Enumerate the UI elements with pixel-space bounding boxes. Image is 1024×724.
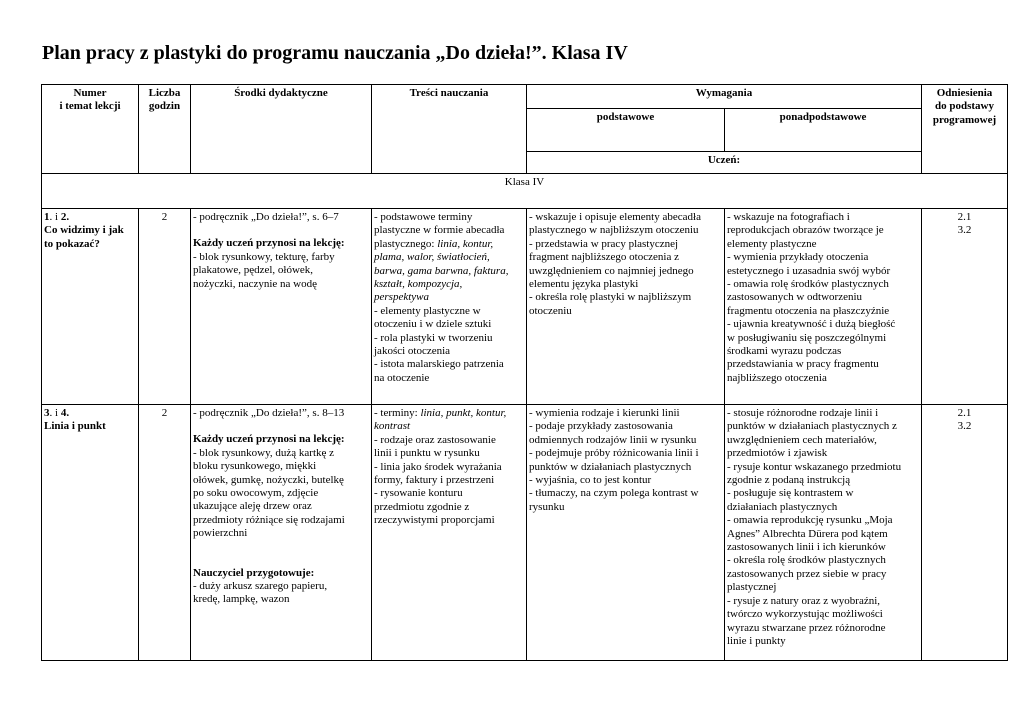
tresci-line: jakości otoczenia — [374, 345, 451, 358]
srodki-line: przedmioty różniące się rodzajami — [193, 513, 345, 526]
tresci-term: kształt, kompozycja, — [374, 278, 463, 291]
podstawowe-line: otoczeniu — [529, 304, 572, 317]
srodki-bring-heading: Każdy uczeń przynosi na lekcję: — [193, 433, 345, 446]
lesson-row — [42, 405, 1008, 661]
tresci-line: na otoczenie — [374, 371, 430, 384]
podstawowe-line: - wymienia rodzaje i kierunki linii — [529, 407, 680, 419]
tresci-line: - podstawowe terminy — [374, 211, 473, 223]
header-numer-line1: Numer — [73, 87, 107, 99]
lesson-num-sep: . i — [49, 407, 61, 419]
lesson-tresci — [372, 209, 527, 405]
tresci-line: plastycznego: — [374, 237, 438, 250]
ponad-line: uwzględnieniem cech materiałów, — [727, 433, 877, 446]
page-title: Plan pracy z plastyki do programu nauczania „Do dzieła!”. Klasa IV — [42, 42, 628, 64]
tresci-line: formy, faktury i przestrzeni — [374, 474, 495, 487]
srodki-line: kredę, lampkę, wazon — [193, 593, 290, 606]
srodki-line: plakatowe, pędzel, ołówek, — [193, 264, 314, 277]
header-odniesienia-line2: do podstawy — [935, 100, 994, 113]
srodki-line: powierzchni — [193, 527, 248, 540]
odniesienia-code: 3.2 — [957, 224, 972, 237]
tresci-line: przedmiotu zgodnie z — [374, 500, 470, 513]
odniesienia-code: 2.1 — [957, 407, 972, 419]
odniesienia-code: 2.1 — [957, 211, 972, 223]
header-numer — [42, 85, 139, 174]
tresci-term: linia, punkt, kontur, — [420, 407, 507, 419]
ponad-line: elementy plastyczne — [727, 237, 817, 250]
lesson-num-b: 2. — [60, 211, 70, 223]
lesson-num-b: 4. — [60, 407, 70, 419]
tresci-line: - rola plastyki w tworzeniu — [374, 331, 493, 344]
ponad-line: zastosowanych w odtworzeniu — [727, 291, 863, 304]
lesson-row — [42, 209, 1008, 405]
header-wymagania: Wymagania — [527, 85, 922, 109]
odniesienia-code: 3.2 — [957, 420, 972, 433]
srodki-line: - blok rysunkowy, dużą kartkę z — [193, 446, 335, 459]
podstawowe-line: - określa rolę plastyki w najbliższym — [529, 291, 692, 304]
podstawowe-line: - wyjaśnia, co to jest kontur — [529, 474, 652, 487]
ponad-line: - określa rolę środków plastycznych — [727, 554, 886, 567]
podstawowe-line: uwzględnieniem co najmniej jednego — [529, 264, 694, 277]
ponad-line: - ujawnia kreatywność i dużą biegłość — [727, 318, 896, 331]
lesson-number — [44, 211, 136, 224]
lesson-number — [44, 407, 136, 420]
podstawowe-line: - podejmuje próby różnicowania linii i — [529, 447, 699, 460]
header-liczba-line2: godzin — [148, 100, 181, 113]
tresci-term: linia, kontur, — [437, 237, 494, 250]
ponad-line: - omawia rolę środków plastycznych — [727, 278, 889, 291]
tresci-term: perspektywa — [374, 291, 429, 304]
ponad-line: zastosowanych linii i ich kierunków — [727, 541, 886, 554]
podstawowe-line: fragment najbliższego otoczenia z — [529, 251, 679, 264]
lesson-plan-table — [41, 84, 1008, 661]
srodki-line: po soku owocowym, zdjęcie — [193, 487, 319, 500]
klasa-label: Klasa IV — [42, 174, 1008, 209]
header-ponadpodstawowe: ponadpodstawowe — [725, 109, 922, 152]
lesson-podstawowe — [527, 209, 725, 405]
tresci-line: plastyczne w formie abecadła — [374, 224, 505, 237]
header-uczen: Uczeń: — [527, 152, 922, 174]
podstawowe-line: - przedstawia w pracy plastycznej — [529, 237, 679, 250]
ponad-line: przedstawiania w pracy fragmentu — [727, 358, 879, 371]
tresci-line: rzeczywistymi proporcjami — [374, 514, 495, 527]
ponad-line: środkami wyrazu podczas — [727, 345, 842, 358]
ponad-line: zastosowanych przez siebie w pracy — [727, 567, 887, 580]
tresci-term: plama, walor, światłocień, — [374, 251, 490, 264]
ponad-line: reprodukcjach obrazów tworzące je — [727, 224, 884, 237]
srodki-line: - blok rysunkowy, tekturę, farby — [193, 250, 335, 263]
lesson-podstawowe — [527, 405, 725, 661]
lesson-num-a: 1 — [44, 211, 50, 223]
header-srodki: Środki dydaktyczne — [191, 85, 372, 174]
klasa-row — [42, 174, 1008, 209]
lesson-srodki — [191, 405, 372, 661]
lesson-hours: 2 — [139, 405, 191, 661]
srodki-line: nożyczki, naczynie na wodę — [193, 277, 317, 290]
header-podstawowe: podstawowe — [527, 109, 725, 152]
header-liczba-line1: Liczba — [148, 87, 181, 99]
header-odniesienia-line3: programowej — [932, 113, 997, 126]
lesson-topic-cell — [42, 209, 139, 405]
lesson-num-sep: . i — [49, 211, 61, 223]
tresci-line: - istota malarskiego patrzenia — [374, 358, 504, 371]
lesson-ponadpodstawowe — [725, 405, 922, 661]
ponad-line: w posługiwaniu się poszczególnymi — [727, 331, 887, 344]
podstawowe-line: punktów w działaniach plastycznych — [529, 460, 692, 473]
ponad-line: plastycznej — [727, 581, 777, 594]
tresci-line: linii i punktu w rysunku — [374, 447, 480, 460]
srodki-teacher-heading: Nauczyciel przygotowuje: — [193, 566, 315, 579]
lesson-ponadpodstawowe — [725, 209, 922, 405]
tresci-line: - elementy plastyczne w — [374, 304, 481, 317]
srodki-bring-heading: Każdy uczeń przynosi na lekcję: — [193, 237, 345, 250]
header-row-1 — [42, 85, 1008, 109]
lesson-odniesienia — [922, 209, 1008, 405]
podstawowe-line: elementu języka plastyki — [529, 278, 639, 291]
tresci-line: - rodzaje oraz zastosowanie — [374, 433, 496, 446]
tresci-line: - rysowanie konturu — [374, 487, 463, 500]
lesson-topic-line: Linia i punkt — [44, 420, 106, 433]
ponad-line: linie i punkty — [727, 634, 786, 647]
ponad-line: - posługuje się kontrastem w — [727, 487, 854, 500]
srodki-line: - duży arkusz szarego papieru, — [193, 580, 328, 593]
lesson-odniesienia — [922, 405, 1008, 661]
ponad-line: zgodnie z podaną instrukcją — [727, 474, 851, 487]
ponad-line: działaniach plastycznych — [727, 500, 838, 513]
lesson-hours: 2 — [139, 209, 191, 405]
lesson-srodki — [191, 209, 372, 405]
podstawowe-line: odmiennych rodzajów linii w rysunku — [529, 433, 697, 446]
header-tresci: Treści nauczania — [372, 85, 527, 174]
podstawowe-line: - podaje przykłady zastosowania — [529, 420, 673, 433]
lesson-num-a: 3 — [44, 407, 50, 419]
srodki-line: - podręcznik „Do dzieła!”, s. 8–13 — [193, 407, 345, 419]
srodki-line: ołówek, gumkę, nożyczki, butelkę — [193, 473, 344, 486]
lesson-topic-line: to pokazać? — [44, 237, 100, 250]
ponad-line: - rysuje kontur wskazanego przedmiotu — [727, 460, 902, 473]
tresci-line: otoczeniu i w dziele sztuki — [374, 318, 492, 331]
ponad-line: twórczo wykorzystując możliwości — [727, 608, 883, 621]
srodki-line: bloku rysunkowego, miękki — [193, 460, 317, 473]
header-odniesienia — [922, 85, 1008, 174]
ponad-line: - stosuje różnorodne rodzaje linii i — [727, 407, 879, 419]
ponad-line: estetycznego i uzasadnia swój wybór — [727, 264, 891, 277]
tresci-line: - terminy: — [374, 407, 421, 419]
tresci-term: barwa, gama barwna, faktura, — [374, 264, 509, 277]
ponad-line: - wskazuje na fotografiach i — [727, 211, 850, 223]
podstawowe-line: - wskazuje i opisuje elementy abecadła — [529, 211, 701, 223]
ponad-line: wyrazu stwarzane przez różnorodne — [727, 621, 886, 634]
podstawowe-line: plastycznego w najbliższym otoczeniu — [529, 224, 699, 237]
podstawowe-line: - tłumaczy, na czym polega kontrast w — [529, 487, 699, 500]
ponad-line: Agnes” Albrechta Dürera pod kątem — [727, 527, 888, 540]
ponad-line: - wymienia przykłady otoczenia — [727, 251, 869, 264]
lesson-topic-line: Co widzimy i jak — [44, 224, 124, 237]
header-liczba — [139, 85, 191, 174]
tresci-term: kontrast — [374, 420, 411, 433]
ponad-line: - omawia reprodukcję rysunku „Moja — [727, 514, 893, 527]
tresci-line: - linia jako środek wyrażania — [374, 460, 502, 473]
header-odniesienia-line1: Odniesienia — [936, 87, 993, 99]
ponad-line: przedmiotów i zjawisk — [727, 447, 828, 460]
ponad-line: fragmentu otoczenia na płaszczyźnie — [727, 304, 890, 317]
lesson-tresci — [372, 405, 527, 661]
ponad-line: punktów w działaniach plastycznych z — [727, 420, 897, 433]
srodki-line: ukazujące aleję drzew oraz — [193, 500, 312, 513]
podstawowe-line: rysunku — [529, 500, 565, 513]
srodki-line: - podręcznik „Do dzieła!”, s. 6–7 — [193, 211, 339, 223]
lesson-topic-cell — [42, 405, 139, 661]
header-numer-line2: i temat lekcji — [59, 100, 121, 113]
ponad-line: - rysuje z natury oraz z wyobraźni, — [727, 594, 881, 607]
ponad-line: najbliższego otoczenia — [727, 371, 827, 384]
